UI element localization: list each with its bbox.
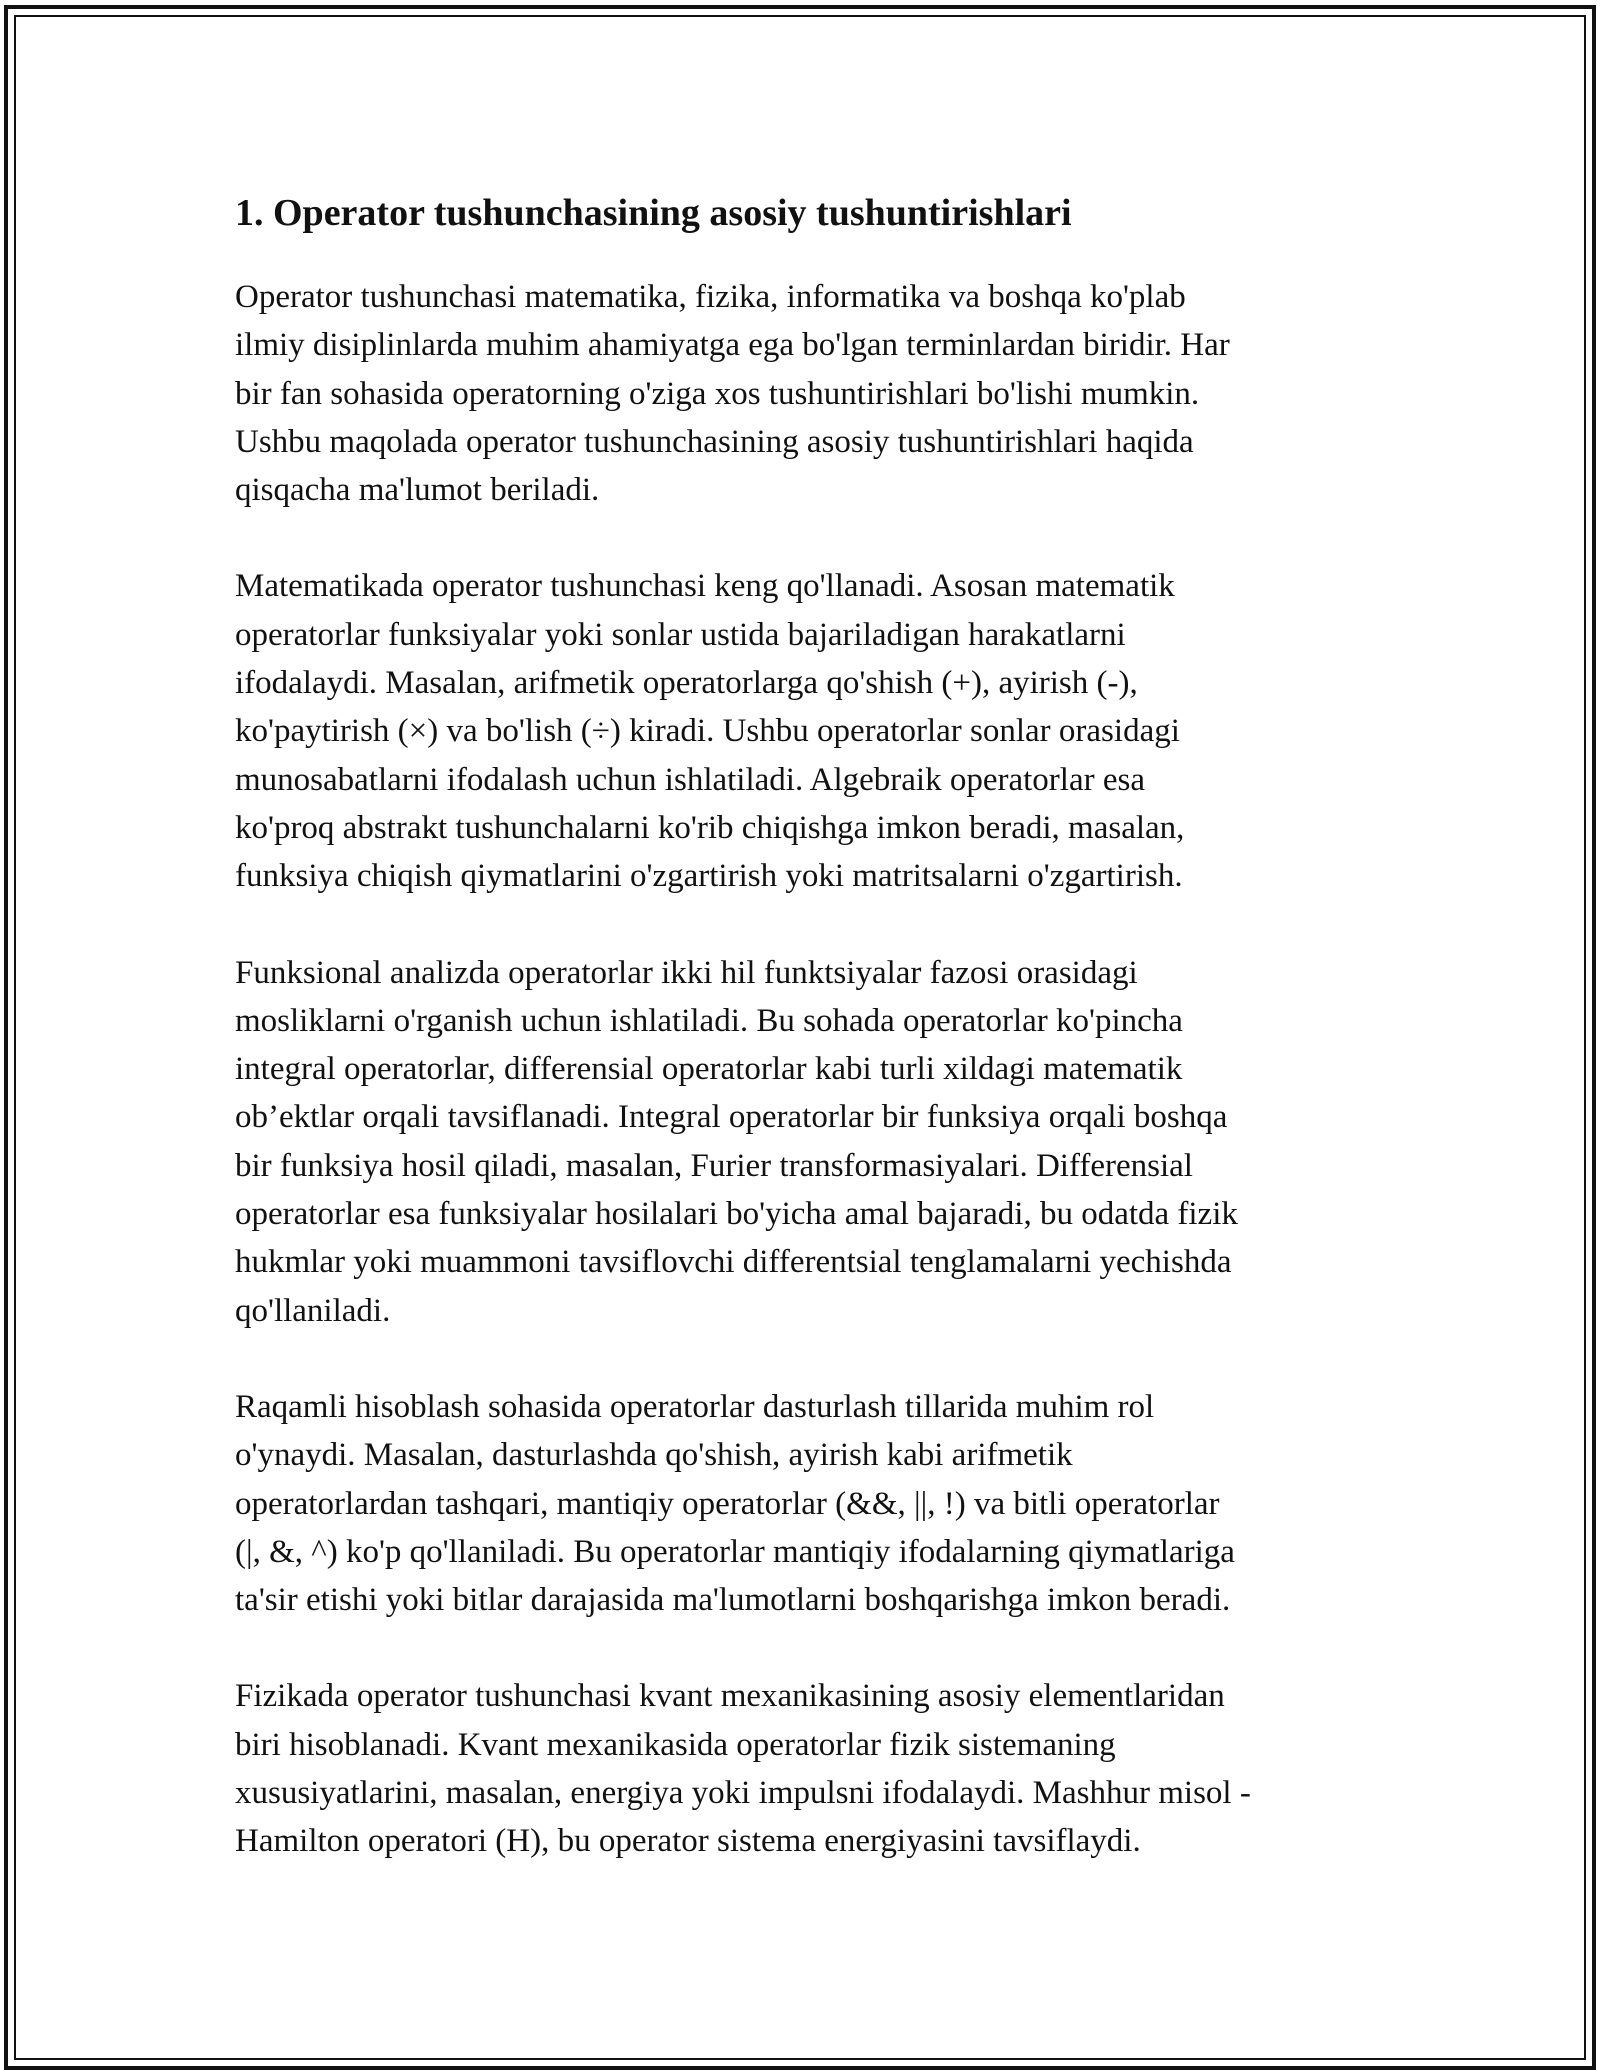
paragraph-functional-analysis: Funksional analizda operatorlar ikki hil funktsiyalar fazosi orasidagi mosliklarni o'rganish uchun ishlatiladi. Bu sohada operatorlar ko'pincha integral operatorlar, differensial operatorlar kabi turli xildagi matematik ob’ektlar orqali tavsiflanadi. Integral operatorlar bir funksiya orqali boshqa bir funksiya hosil qiladi, masalan, Furier transformasiyalari. Differensial operatorlar esa funksiyalar hosilalari bo'yicha amal bajaradi, bu odatda fizik hukmlar yoki muammoni tavsiflovchi differentsial tenglamalarni yechishda qo'llaniladi.	[235, 954, 1238, 1329]
paragraph-mathematics: Matematikada operator tushunchasi keng qo'llanadi. Asosan matematik operatorlar funksiyalar yoki sonlar ustida bajariladigan harakatlarni ifodalaydi. Masalan, arifmetik operatorlarga qo'shish (+), ayirish (-), ko'paytirish (×) va bo'lish (÷) kiradi. Ushbu operatorlar sonlar orasidagi munosabatlarni ifodalash uchun ishlatiladi. Algebraik operatorlar esa ko'proq abstrakt tushunchalarni ko'rib chiqishga imkon beradi, masalan, funksiya chiqish qiymatlarini o'zgartirish yoki matritsalarni o'zgartirish.	[235, 568, 1185, 895]
paragraph-physics: Fizikada operator tushunchasi kvant mexanikasining asosiy elementlaridan biri hisoblanadi. Kvant mexanikasida operatorlar fizik sistemaning xususiyatlarini, masalan, energiya yoki impulsni ifodalaydi. Mashhur misol - Hamilton operatori (H), bu operator sistema energiyasini tavsiflaydi.	[235, 1678, 1251, 1860]
document-body	[235, 183, 1365, 1914]
paragraph-computing: Raqamli hisoblash sohasida operatorlar dasturlash tillarida muhim rol o'ynaydi. Masalan, dasturlashda qo'shish, ayirish kabi arifmetik operatorlardan tashqari, mantiqiy operatorlar (&&, ||, !) va bitli operatorlar (|, &, ^) ko'p qo'llaniladi. Bu operatorlar mantiqiy ifodalarning qiymatlariga ta'sir etishi yoki bitlar darajasida ma'lumotlarni boshqarishga imkon beradi.	[235, 1388, 1235, 1619]
paragraph-intro: Operator tushunchasi matematika, fizika, informatika va boshqa ko'plab ilmiy disiplinlarda muhim ahamiyatga ega bo'lgan terminlardan biridir. Har bir fan sohasida operatorning o'ziga xos tushuntirishlari bo'lishi mumkin. Ushbu maqolada operator tushunchasining asosiy tushuntirishlari haqida qisqacha ma'lumot beriladi.	[235, 279, 1230, 509]
section-heading: 1. Operator tushunchasining asosiy tushuntirishlari	[235, 192, 1072, 234]
